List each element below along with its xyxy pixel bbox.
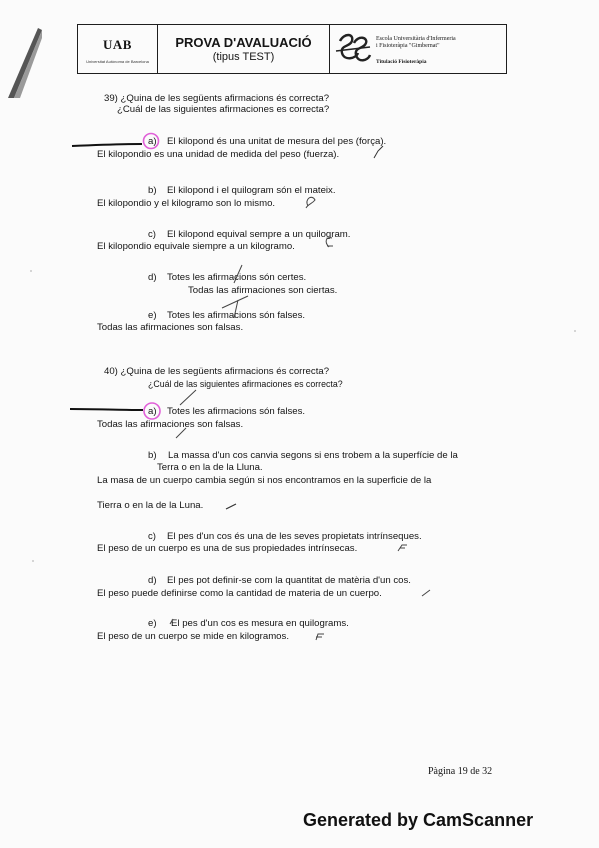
- uab-logo-subtitle: Universitat Autònoma de Barcelona: [86, 59, 149, 64]
- q40-option-c-catalan: El pes d'un cos és una de les seves propietats intrínseques.: [167, 531, 422, 542]
- q39-option-e-label: e): [148, 310, 157, 321]
- q40-option-a-label: a): [148, 406, 157, 417]
- q40-option-d-label: d): [148, 575, 157, 586]
- q39-question-catalan: 39) ¿Quina de les següents afirmacions és correcta?: [104, 93, 330, 104]
- q40-option-a-spanish: Todas las afirmaciones son falsas.: [97, 419, 244, 430]
- q40-option-e-spanish: El peso de un cuerpo se mide en kilogramos.: [97, 631, 289, 642]
- exam-subtitle: (tipus TEST): [212, 51, 275, 63]
- q40-option-b-spanish-line2: Tierra o en la de la Luna.: [97, 500, 204, 511]
- q39-option-b-label: b): [148, 185, 157, 196]
- q39-option-d-catalan: Totes les afirmacions són certes.: [167, 272, 307, 283]
- q39-option-a-spanish: El kilopondio es una unidad de medida del peso (fuerza).: [97, 149, 340, 160]
- camscanner-watermark: Generated by CamScanner: [303, 810, 534, 830]
- q39-option-e-catalan: Totes les afirmacions són falses.: [167, 310, 306, 321]
- q40-answer-pointer-line: [70, 409, 143, 410]
- q40-option-a-catalan: Totes les afirmacions són falses.: [167, 406, 306, 417]
- school-name-line2: i Fisioteràpia "Gimbernat": [376, 43, 440, 49]
- uab-logo: UAB: [103, 37, 132, 52]
- scan-speck: [30, 270, 32, 272]
- q40-option-b-spanish-line1: La masa de un cuerpo cambia según si nos encontramos en la superficie de la: [97, 475, 432, 486]
- q39-option-d-label: d): [148, 272, 157, 283]
- q39-option-a-label: a): [148, 136, 157, 147]
- scan-speck: [574, 330, 576, 332]
- q39-option-e-spanish: Todas las afirmaciones son falsas.: [97, 322, 244, 333]
- q39-option-d-spanish: Todas las afirmaciones son ciertas.: [188, 285, 338, 296]
- q39-option-b-spanish: El kilopondio y el kilogramo son lo mismo.: [97, 198, 276, 209]
- page-number: Pàgina 19 de 32: [428, 766, 493, 777]
- q39-option-c-spanish: El kilopondio equivale siempre a un kilogramo.: [97, 241, 295, 252]
- q40-option-d-catalan: El pes pot definir-se com la quantitat de matèria d'un cos.: [167, 575, 411, 586]
- q40-option-e-catalan: El pes d'un cos es mesura en quilograms.: [171, 618, 349, 629]
- q39-option-c-catalan: El kilopond equival sempre a un quilogram.: [167, 229, 351, 240]
- q40-option-b-label: b): [148, 450, 157, 461]
- q40-option-b-catalan-line2: Terra o en la de la Lluna.: [157, 462, 263, 473]
- q40-highlight-circle: [144, 403, 160, 419]
- scan-speck: [32, 560, 34, 562]
- exam-title: PROVA D'AVALUACIÓ: [175, 35, 312, 50]
- q40-option-b-catalan-line1: La massa d'un cos canvia segons si ens trobem a la superfície de la: [168, 450, 458, 461]
- q40-option-c-spanish: El peso de un cuerpo es una de sus propiedades intrínsecas.: [97, 543, 358, 554]
- q39-option-a-catalan: El kilopond és una unitat de mesura del pes (força).: [167, 136, 387, 147]
- school-name-line1: Escola Universitària d'Infermeria: [376, 36, 456, 42]
- q40-option-c-label: c): [148, 531, 156, 542]
- q40-option-e-label: e): [148, 618, 157, 629]
- q39-option-b-catalan: El kilopond i el quilogram són el mateix.: [167, 185, 336, 196]
- q39-answer-pointer-line: [72, 144, 142, 146]
- q40-question-spanish: ¿Cuál de las siguientes afirmaciones es correcta?: [148, 379, 343, 389]
- q39-question-spanish: ¿Cuál de las siguientes afirmaciones es correcta?: [117, 104, 330, 115]
- q40-option-d-spanish: El peso puede definirse como la cantidad de materia de un cuerpo.: [97, 588, 382, 599]
- q40-question-catalan: 40) ¿Quina de les següents afirmacions és correcta?: [104, 366, 330, 377]
- q39-highlight-circle: [144, 134, 159, 149]
- q39-option-c-label: c): [148, 229, 156, 240]
- degree-label: Titulació Fisioteràpia: [376, 59, 427, 65]
